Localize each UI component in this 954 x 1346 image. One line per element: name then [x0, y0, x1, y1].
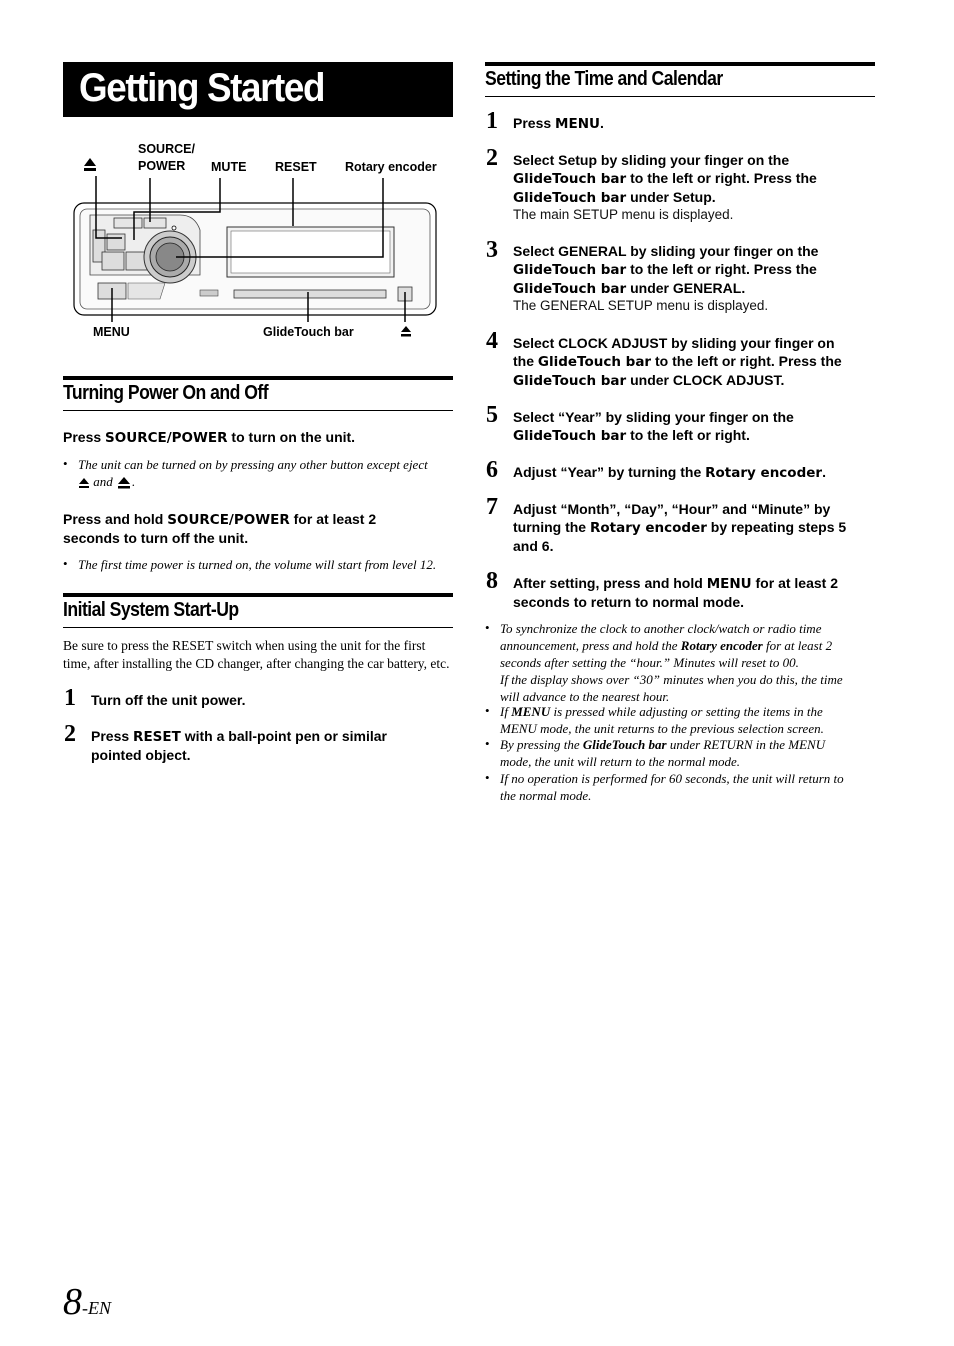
step-number: 5 — [486, 402, 498, 428]
power-note-2: The first time power is turned on, the volume will start from level 12. — [78, 557, 437, 572]
clock-step-3: Select GENERAL by sliding your finger on the GlideTouch bar to the left or right. Press the GlideTouch bar under GENERAL. — [513, 243, 819, 297]
bullet: • — [63, 556, 68, 571]
step-number: 1 — [486, 108, 498, 134]
startup-step-2: Press RESET with a ball-point pen or similar pointed object. — [91, 728, 387, 763]
bullet: • — [485, 770, 490, 785]
bullet: • — [63, 456, 68, 471]
page-number: 8-EN — [63, 1281, 111, 1323]
label-reset: RESET — [275, 160, 317, 174]
clock-note-1: To synchronize the clock to another clock/watch or radio time announcement, press and hold the Rotary encoder for at least 2 seconds after setting the “hour.” Minutes will reset to 00. If the display shows over “30” minutes when you do this, the time will advance to the nearest hour. — [500, 621, 843, 704]
step-number: 1 — [64, 685, 76, 711]
startup-step-1: Turn off the unit power. — [91, 692, 246, 708]
clock-note-4: If no operation is performed for 60 seconds, the unit will return to the normal mode. — [500, 771, 844, 803]
bullet: • — [485, 620, 490, 635]
step-number: 6 — [486, 457, 498, 483]
step-number: 3 — [486, 237, 498, 263]
power-instruction-1: Press SOURCE/POWER to turn on the unit. — [63, 429, 356, 446]
clock-step-3-result: The GENERAL SETUP menu is displayed. — [513, 298, 769, 313]
clock-note-2: If MENU is pressed while adjusting or setting the items in the MENU mode, the unit returns to the previous selection screen. — [500, 704, 824, 736]
startup-paragraph: Be sure to press the RESET switch when using the unit for the first time, after installing the CD changer, after changing the car battery, etc. — [63, 638, 450, 671]
eject-icon-bottom — [401, 326, 411, 337]
page-title: Getting Started — [79, 66, 325, 110]
step-number: 2 — [486, 145, 498, 171]
clock-step-8: After setting, press and hold MENU for at least 2 seconds to return to normal mode. — [513, 575, 838, 610]
clock-step-1: Press MENU. — [513, 115, 604, 132]
step-number: 7 — [486, 494, 498, 520]
clock-note-3: By pressing the GlideTouch bar under RETURN in the MENU mode, the unit will return to the normal mode. — [500, 737, 826, 769]
eject-icon-top — [84, 158, 96, 171]
power-instruction-2: Press and hold SOURCE/POWER for at least 2 seconds to turn off the unit. — [63, 511, 377, 546]
label-glidetouch-bar: GlideTouch bar — [263, 325, 354, 339]
section-header-power — [63, 376, 453, 411]
eject-icon-alt — [116, 475, 132, 491]
label-source-power-2: POWER — [138, 159, 186, 173]
eject-icon — [78, 477, 90, 489]
label-menu: MENU — [93, 325, 130, 339]
step-number: 4 — [486, 328, 498, 354]
clock-step-6: Adjust “Year” by turning the Rotary encoder. — [513, 464, 826, 481]
label-source-power: SOURCE/ — [138, 142, 195, 156]
clock-step-4: Select CLOCK ADJUST by sliding your finger on the GlideTouch bar to the left or right. Press the GlideTouch bar under CLOCK ADJUST. — [513, 335, 842, 389]
section-header-startup — [63, 593, 453, 628]
device-diagram — [60, 140, 455, 345]
step-number: 2 — [64, 721, 76, 747]
section-title: Turning Power On and Off — [63, 382, 269, 404]
section-header-clock — [485, 62, 875, 97]
label-rotary-encoder: Rotary encoder — [345, 160, 437, 174]
head-unit-drawing — [60, 140, 455, 345]
clock-step-5: Select “Year” by sliding your finger on the GlideTouch bar to the left or right. — [513, 409, 794, 444]
step-number: 8 — [486, 568, 498, 594]
page-title-banner — [63, 62, 453, 117]
clock-step-2: Select Setup by sliding your finger on the GlideTouch bar to the left or right. Press the GlideTouch bar under Setup. — [513, 152, 817, 206]
clock-step-2-result: The main SETUP menu is displayed. — [513, 207, 734, 222]
power-note-1: The unit can be turned on by pressing any other button except eject and . — [78, 456, 456, 491]
section-title: Setting the Time and Calendar — [485, 68, 723, 90]
bullet: • — [485, 736, 490, 751]
label-mute: MUTE — [211, 160, 247, 174]
section-title: Initial System Start-Up — [63, 599, 239, 621]
clock-step-7: Adjust “Month”, “Day”, “Hour” and “Minute” by turning the Rotary encoder by repeating steps 5 and 6. — [513, 501, 847, 554]
bullet: • — [485, 703, 490, 718]
